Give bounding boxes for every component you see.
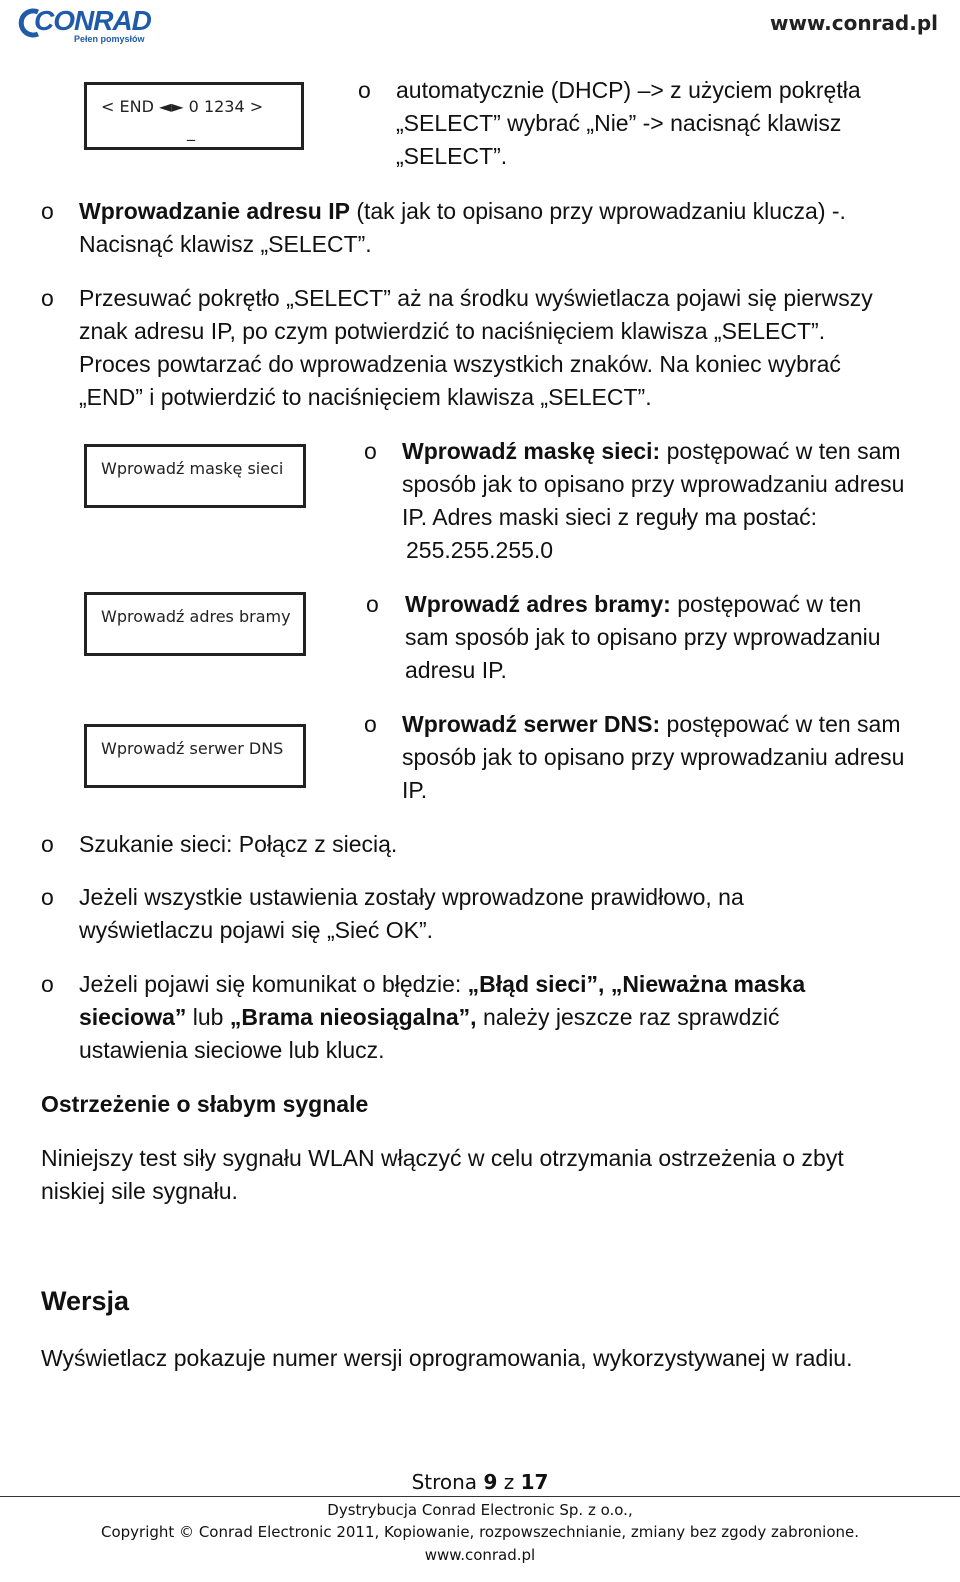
footer-divider — [0, 1496, 960, 1497]
section-heading-version: Wersja — [41, 1286, 130, 1316]
text-line: 255.255.255.0 — [406, 537, 554, 563]
lcd-mask-text: Wprowadź maskę sieci — [101, 459, 284, 478]
list-item-turn-knob — [79, 282, 949, 414]
header-site-link[interactable]: www.conrad.pl — [769, 11, 938, 35]
bullet-marker: o — [41, 971, 54, 997]
lcd-gateway-text: Wprowadź adres bramy — [101, 607, 291, 626]
lcd-display-ip — [84, 82, 304, 150]
bullet-marker: o — [41, 198, 54, 224]
bullet-marker: o — [364, 438, 377, 464]
weak-signal-paragraph — [41, 1142, 941, 1208]
footer-distributor: Dystrybucja Conrad Electronic Sp. z o.o., — [327, 1501, 633, 1519]
list-item-dns — [402, 708, 957, 807]
text-line: Przesuwać pokrętło „SELECT” aż na środku wyświetlacza pojawi się pierwszy — [79, 285, 873, 311]
text-span: należy jeszcze raz sprawdzić — [476, 1004, 780, 1030]
footer-copyright: Copyright © Conrad Electronic 2011, Kopiowanie, rozpowszechnianie, zmiany bez zgody zabronione. — [101, 1523, 859, 1541]
text-line: ustawienia sieciowe lub klucz. — [79, 1037, 385, 1063]
text-line: sposób jak to opisano przy wprowadzaniu adresu — [402, 744, 905, 770]
bullet-marker: o — [358, 77, 371, 103]
page-mid: z — [497, 1470, 521, 1494]
bullet-marker: o — [41, 831, 54, 857]
list-item-gateway — [405, 588, 955, 687]
text-line: „END” i potwierdzić to naciśnięciem klawisza „SELECT”. — [79, 384, 652, 410]
list-item-dhcp — [396, 74, 861, 173]
term-bold: Wprowadzanie adresu IP — [79, 198, 350, 224]
text-line: adresu IP. — [405, 657, 507, 683]
list-item-ok — [79, 881, 939, 947]
text-line: Jeżeli wszystkie ustawienia zostały wprowadzone prawidłowo, na — [79, 884, 744, 910]
list-item-error — [79, 968, 949, 1067]
page-prefix: Strona — [411, 1470, 484, 1494]
text-span: postępować w ten sam — [660, 438, 901, 464]
lcd-display-gateway — [84, 592, 306, 656]
text-line: znak adresu IP, po czym potwierdzić to naciśnięciem klawisza „SELECT”. — [79, 318, 826, 344]
text-line: niskiej sile sygnału. — [41, 1178, 238, 1204]
logo-tagline: Pełen pomysłów — [74, 34, 145, 44]
text-line: Proces powtarzać do wprowadzenia wszystkich znaków. Na koniec wybrać — [79, 351, 841, 377]
text-span: Jeżeli pojawi się komunikat o błędzie: — [79, 971, 468, 997]
lcd-dns-text: Wprowadź serwer DNS — [101, 739, 284, 758]
page-total: 17 — [520, 1470, 549, 1494]
text-line: Niniejszy test siły sygnału WLAN włączyć w celu otrzymania ostrzeżenia o zbyt — [41, 1145, 844, 1171]
term-bold: sieciowa” — [79, 1004, 187, 1030]
text-line: IP. Adres maski sieci z reguły ma postać: — [402, 504, 818, 530]
term-bold: Wprowadź serwer DNS: — [402, 711, 661, 737]
term-bold: „Błąd sieci”, „Nieważna maska — [467, 971, 806, 997]
text-line: wyświetlaczu pojawi się „Sieć OK”. — [79, 917, 434, 943]
section-heading-weak-signal: Ostrzeżenie o słabym sygnale — [41, 1091, 369, 1117]
text-line: „SELECT”. — [396, 143, 508, 169]
text-span: postępować w ten sam — [660, 711, 901, 737]
text-line: Nacisnąć klawisz „SELECT”. — [79, 231, 372, 257]
conrad-logo — [18, 5, 151, 46]
version-paragraph: Wyświetlacz pokazuje numer wersji oprogramowania, wykorzystywanej w radiu. — [41, 1345, 853, 1371]
logo-wordmark: CONRAD — [34, 5, 151, 36]
term-bold: Wprowadź maskę sieci: — [402, 438, 661, 464]
lcd-display-dns — [84, 724, 306, 788]
footer-site-link[interactable]: www.conrad.pl — [424, 1546, 536, 1564]
text-span: lub — [186, 1004, 230, 1030]
text-line: automatycznie (DHCP) –> z użyciem pokrętła — [396, 77, 861, 103]
lcd-ip-line1: < END ◄► 0 1234 > — [101, 97, 264, 116]
page-current: 9 — [483, 1470, 498, 1494]
list-item-mask — [402, 435, 957, 567]
text-line: IP. — [402, 777, 428, 803]
term-bold: Wprowadź adres bramy: — [405, 591, 671, 617]
lcd-display-mask — [84, 444, 306, 508]
bullet-marker: o — [41, 884, 54, 910]
list-item-ip-entry — [79, 195, 939, 261]
list-item-search: Szukanie sieci: Połącz z siecią. — [79, 831, 398, 857]
bullet-marker: o — [364, 711, 377, 737]
bullet-marker: o — [366, 591, 379, 617]
term-bold: „Brama nieosiągalna”, — [229, 1004, 477, 1030]
text-line: „SELECT” wybrać „Nie” -> nacisnąć klawisz — [396, 110, 842, 136]
text-span: (tak jak to opisano przy wprowadzaniu klucza) -. — [349, 198, 846, 224]
text-line: sposób jak to opisano przy wprowadzaniu adresu — [402, 471, 905, 497]
page-number — [0, 1470, 960, 1494]
bullet-marker: o — [41, 285, 54, 311]
text-span: postępować w ten — [670, 591, 862, 617]
lcd-ip-cursor: _ — [187, 122, 195, 141]
text-line: sam sposób jak to opisano przy wprowadzaniu — [405, 624, 881, 650]
